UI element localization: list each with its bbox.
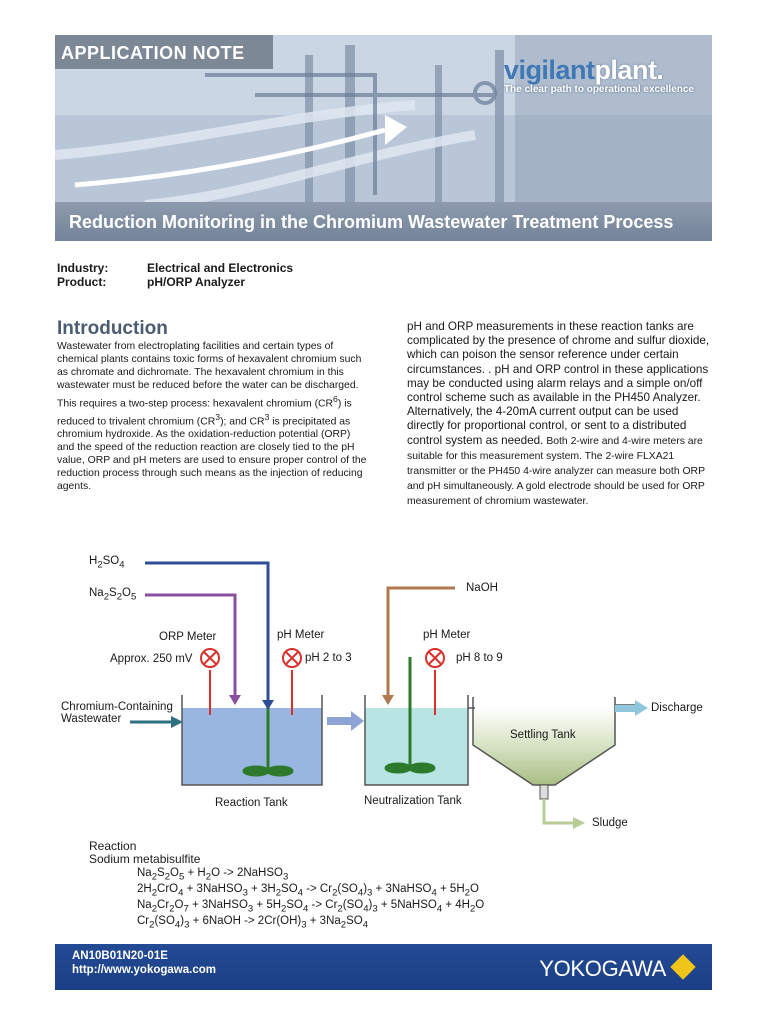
equation-text: (SO [154,915,175,927]
equation-text: + 3NaHSO [372,883,432,895]
ph-range-label: pH 2 to 3 [305,652,352,664]
inlet-label-2: Wastewater [61,713,122,725]
equation-text: -> Cr [303,883,333,895]
equation-text: Na [137,867,152,879]
equation-text: + 3NaHSO [188,899,248,911]
application-note-badge: APPLICATION NOTE [55,35,273,69]
equation-text: Cr [137,915,150,927]
discharge-label: Discharge [651,702,703,714]
sludge-label: Sludge [592,817,628,829]
ph-meter-label: pH Meter [277,629,325,641]
product-row [57,275,245,289]
equation-text: SO [281,883,298,895]
website-link[interactable]: http://www.yokogawa.com [72,964,216,976]
naoh-feed-line [388,588,455,703]
equation-text: 2H [137,883,152,895]
equation-text: + 5H [436,883,465,895]
equation-text: + 6NaOH -> 2Cr(OH) [189,915,302,927]
equation-subscript: 3 [184,919,190,931]
naoh-label: NaOH [466,582,498,594]
reaction-tank-label: Reaction Tank [215,797,288,809]
ph-meter-2-icon [426,649,444,667]
equation-text: + 5NaHSO [377,899,437,911]
equation-text: ) [368,899,373,911]
ph-meter-2-label: pH Meter [423,629,471,641]
neutralization-tank-label: Neutralization Tank [364,795,462,807]
equation-subscript: 4 [174,919,181,931]
settling-tank [473,708,615,785]
brand-name-light: plant. [594,55,664,85]
intro-text-4: is precipitated as chromium hydroxide. As the oxidation-reduction potential (ORP) and the speed of the reduction reaction are closely tied to the pH value, ORP and pH meters are used to ensure proper control of the reduction process through such means as the injection of reducing agents. [57,416,367,492]
equation-1 [137,867,288,882]
equation-text: -> Cr [308,899,338,911]
intro-text-2: ) is reduced to trivalent chromium (CR [57,398,352,428]
equation-subscript: 4 [436,903,443,915]
equation-text: Cr [157,899,170,911]
na2s2o5-label: $Na_2S_2O_5$ [89,587,137,603]
right-main-text: pH and ORP measurements in these reaction tanks are complicated by the presence of chrome and sulfur dioxide, which can poison the sensor reference under certain circumstances. . pH and ORP control in these applications may be conducted using alarm relays and a simple on/off control scheme such as available in the PH450 Analyzer. Alternatively, the 4-20mA current output can be used directly for proportional control, or sent to a distributed control system as needed. [407,320,710,447]
equation-subscript: 3 [372,903,378,915]
header-banner [55,35,712,241]
equation-text: O [475,899,485,911]
equation-text: ) [363,883,368,895]
equation-text: O [170,867,179,879]
equation-subscript: 2 [337,903,343,915]
inlet-label-1: Chromium-Containing [61,701,173,713]
h2so4-label: $H_2SO_4$ [89,555,125,571]
superscript-3: 3 [264,412,270,422]
equation-text: + H [184,867,206,879]
industry-label: Industry: [57,261,109,275]
product-value: pH/ORP Analyzer [147,275,246,289]
brand-tagline: The clear path to operational excellence [503,84,694,95]
equation-subscript: 3 [247,903,254,915]
industry-value: Electrical and Electronics [147,261,294,275]
equation-text: SO [346,915,363,927]
equation-3 [137,899,484,914]
neutralization-tank [365,708,468,785]
document-title: Reduction Monitoring in the Chromium Wastewater Treatment Process [55,202,712,241]
equation-text: + 5H [253,899,282,911]
footer-bar [55,944,712,990]
ph-meter-icon [283,649,301,667]
equation-subscript: 3 [301,919,307,931]
equation-subscript: 2 [281,903,287,915]
equation-2 [137,883,479,898]
equation-text: O -> 2NaHSO [211,867,283,879]
brand-logo [504,55,694,95]
equation-subscript: 2 [469,903,476,915]
equation-subscript: 4 [297,887,303,899]
right-small-text: Both 2-wire and 4-wire meters are suitable for this measurement system. The 2-wire FLXA21 transmitter or the PH450 4-wire analyzer can measure both ORP and pH simultaneously. A gold electrode should be used for ORP measurement of chromium wastewater. [407,435,705,508]
equation-subscript: 4 [178,887,184,899]
intro-text-1: Wastewater from electroplating facilities and certain types of chemical plants contains toxic forms of hexavalent chromium such as chromate and dichromate. The hexavalent chromium in this wastewater must be reduced before the water can be discharged. This requires a two-step process: hexavalent chromium (CR [57,341,362,410]
equation-text: (SO [337,883,358,895]
equation-subscript: 2 [169,903,175,915]
equation-text: + 3Na [306,915,341,927]
yokogawa-logo: YOKOGAWA [539,956,666,981]
equation-subscript: 2 [151,871,158,883]
equation-text: S [157,867,165,879]
document-id: AN10B01N20-01E [72,950,168,962]
equation-subscript: 2 [205,871,212,883]
equation-subscript: 4 [363,903,369,915]
equation-subscript: 3 [367,887,373,899]
equation-subscript: 3 [242,887,248,899]
equation-subscript: 3 [282,871,289,883]
equation-subscript: 4 [431,887,437,899]
equation-subscript: 4 [362,919,369,931]
intro-text-3: ); and CR [220,416,265,428]
equation-subscript: 2 [275,887,282,899]
product-label: Product: [57,275,107,289]
na2s2o5-feed-line [145,595,235,703]
settling-tank-label: Settling Tank [510,729,576,741]
equation-subscript: 5 [178,871,185,883]
reaction-title: Reaction [89,839,137,853]
equation-text: ) [180,915,185,927]
equation-subscript: 2 [332,887,338,899]
equation-text: O [174,899,184,911]
yokogawa-diamond-icon [670,954,695,979]
sludge-outlet [540,785,548,799]
equation-subscript: 2 [151,887,158,899]
equation-text: + 3H [247,883,276,895]
orp-meter-icon [201,649,219,667]
equation-subscript: 2 [340,919,347,931]
orp-meter-label: ORP Meter [159,631,217,643]
equation-text: CrO [157,883,179,895]
equation-subscript: 2 [149,919,155,931]
equation-subscript: 7 [183,903,189,915]
superscript-3: 3 [215,412,221,422]
sludge-line [544,799,575,823]
equation-text: SO [286,899,303,911]
intro-right-column [407,320,713,510]
equation-subscript: 4 [303,903,309,915]
equation-subscript: 2 [464,887,470,899]
equation-subscript: 2 [164,871,171,883]
brand-name-bold: vigilant [503,55,595,85]
equation-text: + 3NaHSO [183,883,243,895]
equation-4 [137,915,368,930]
industry-row [57,261,293,275]
equation-text: O [469,883,479,895]
equation-text: (SO [342,899,364,911]
equation-text: Na [137,899,152,911]
equation-subscript: 4 [357,887,364,899]
process-diagram [55,545,715,840]
introduction-heading: Introduction [57,318,168,339]
superscript-6: 6 [333,393,338,404]
orp-value-label: Approx. 250 mV [110,653,193,665]
equation-text: + 4H [442,899,470,911]
reaction-subtitle: Sodium metabisulfite [89,852,201,866]
intro-left-column [57,341,367,494]
ph-range-2-label: pH 8 to 9 [456,652,503,664]
equation-subscript: 2 [151,903,158,915]
